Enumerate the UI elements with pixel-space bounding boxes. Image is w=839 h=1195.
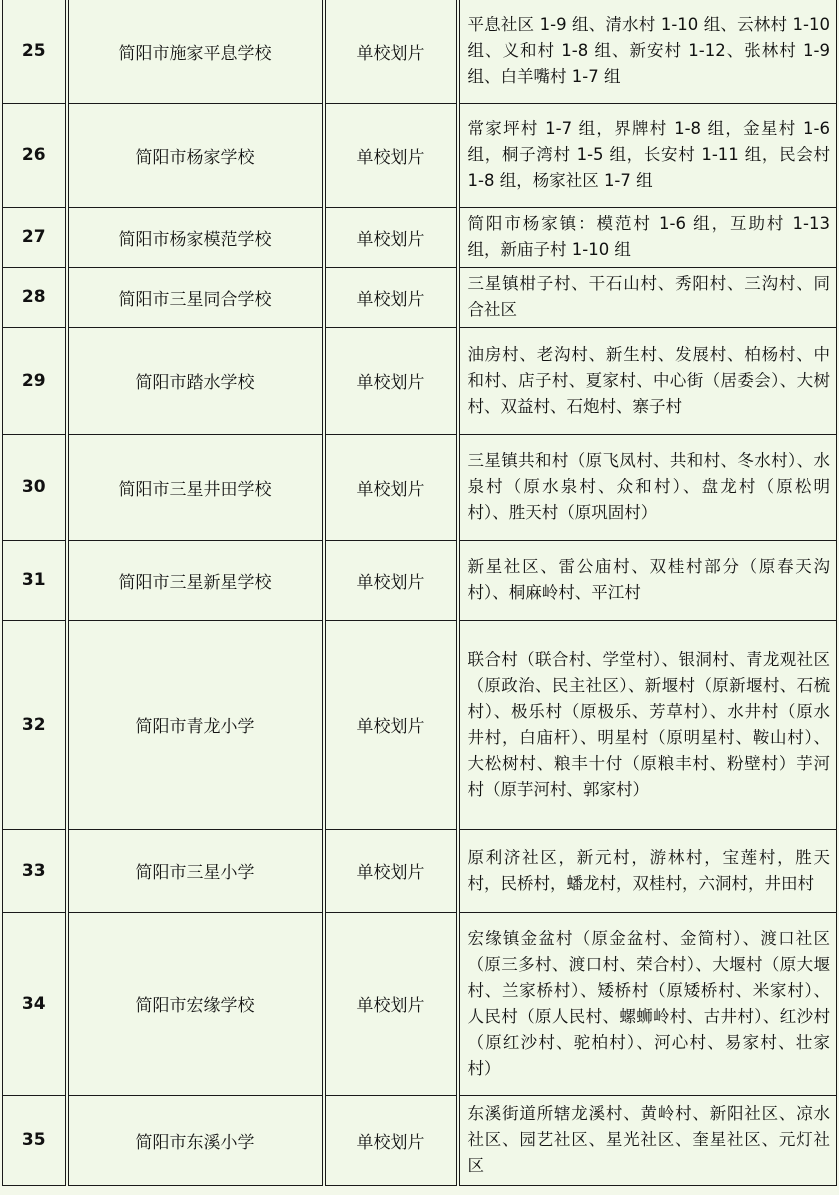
table-row [3, 0, 837, 103]
school-name: 简阳市三星井田学校 [67, 434, 324, 540]
enrollment-mode: 单校划片 [324, 620, 458, 829]
row-number: 29 [3, 327, 67, 434]
school-name: 简阳市施家平息学校 [67, 0, 324, 103]
service-area: 油房村、老沟村、新生村、发展村、柏杨村、中和村、店子村、夏家村、中心街（居委会）、大树村、双益村、石炮村、寨子村 [458, 327, 837, 434]
table-row [3, 620, 837, 829]
school-name: 简阳市三星新星学校 [67, 540, 324, 620]
table-row [3, 829, 837, 912]
row-number: 35 [3, 1095, 67, 1185]
enrollment-mode: 单校划片 [324, 434, 458, 540]
service-area: 新星社区、雷公庙村、双桂村部分（原春天沟村）、桐麻岭村、平江村 [458, 540, 837, 620]
service-area: 常家坪村 1-7 组，界牌村 1-8 组，金星村 1-6 组，桐子湾村 1-5 组，长安村 1-11 组，民会村 1-8 组，杨家社区 1-7 组 [458, 103, 837, 207]
service-area: 三星镇共和村（原飞凤村、共和村、冬水村）、水泉村（原水泉村、众和村）、盘龙村（原松明村）、胜天村（原巩固村） [458, 434, 837, 540]
row-number: 31 [3, 540, 67, 620]
service-area: 宏缘镇金盆村（原金盆村、金简村）、渡口社区（原三多村、渡口村、荣合村）、大堰村（原大堰村、兰家桥村）、矮桥村（原矮桥村、米家村）、人民村（原人民村、螺蛳岭村、古井村）、红沙村（原红沙村、驼柏村）、河心村、易家村、壮家村） [458, 912, 837, 1095]
enrollment-mode: 单校划片 [324, 540, 458, 620]
school-name: 简阳市三星同合学校 [67, 267, 324, 327]
service-area: 平息社区 1-9 组、清水村 1-10 组、云林村 1-10 组、义和村 1-8 组、新安村 1-12、张林村 1-9 组、白羊嘴村 1-7 组 [458, 0, 837, 103]
enrollment-mode: 单校划片 [324, 103, 458, 207]
enrollment-mode: 单校划片 [324, 1095, 458, 1185]
enrollment-mode: 单校划片 [324, 207, 458, 267]
school-district-table [2, 0, 837, 1186]
table-row [3, 327, 837, 434]
table-row [3, 434, 837, 540]
school-name: 简阳市东溪小学 [67, 1095, 324, 1185]
service-area: 原利济社区，新元村，游林村，宝莲村，胜天村，民桥村，蟠龙村，双桂村，六洞村，井田村 [458, 829, 837, 912]
enrollment-mode: 单校划片 [324, 912, 458, 1095]
row-number: 25 [3, 0, 67, 103]
service-area: 三星镇柑子村、干石山村、秀阳村、三沟村、同合社区 [458, 267, 837, 327]
table-row [3, 540, 837, 620]
service-area: 简阳市杨家镇：模范村 1-6 组，互助村 1-13 组，新庙子村 1-10 组 [458, 207, 837, 267]
enrollment-mode: 单校划片 [324, 0, 458, 103]
row-number: 33 [3, 829, 67, 912]
row-number: 30 [3, 434, 67, 540]
service-area: 联合村（联合村、学堂村）、银洞村、青龙观社区（原政治、民主社区）、新堰村（原新堰村、石梳村）、极乐村（原极乐、芳草村）、水井村（原水井村，白庙杆）、明星村（原明星村、鞍山村）、大松树村、粮丰十付（原粮丰村、粉壁村）芋河村（原芋河村、郭家村） [458, 620, 837, 829]
row-number: 34 [3, 912, 67, 1095]
school-name: 简阳市宏缘学校 [67, 912, 324, 1095]
school-name: 简阳市踏水学校 [67, 327, 324, 434]
row-number: 27 [3, 207, 67, 267]
table-row [3, 1095, 837, 1185]
row-number: 28 [3, 267, 67, 327]
row-number: 32 [3, 620, 67, 829]
table-row [3, 103, 837, 207]
service-area: 东溪街道所辖龙溪村、黄岭村、新阳社区、凉水社区、园艺社区、星光社区、奎星社区、元灯社区 [458, 1095, 837, 1185]
enrollment-mode: 单校划片 [324, 829, 458, 912]
table-row [3, 267, 837, 327]
table-row [3, 207, 837, 267]
table-row [3, 912, 837, 1095]
school-name: 简阳市杨家学校 [67, 103, 324, 207]
enrollment-mode: 单校划片 [324, 267, 458, 327]
row-number: 26 [3, 103, 67, 207]
school-name: 简阳市三星小学 [67, 829, 324, 912]
school-name: 简阳市青龙小学 [67, 620, 324, 829]
enrollment-mode: 单校划片 [324, 327, 458, 434]
school-name: 简阳市杨家模范学校 [67, 207, 324, 267]
